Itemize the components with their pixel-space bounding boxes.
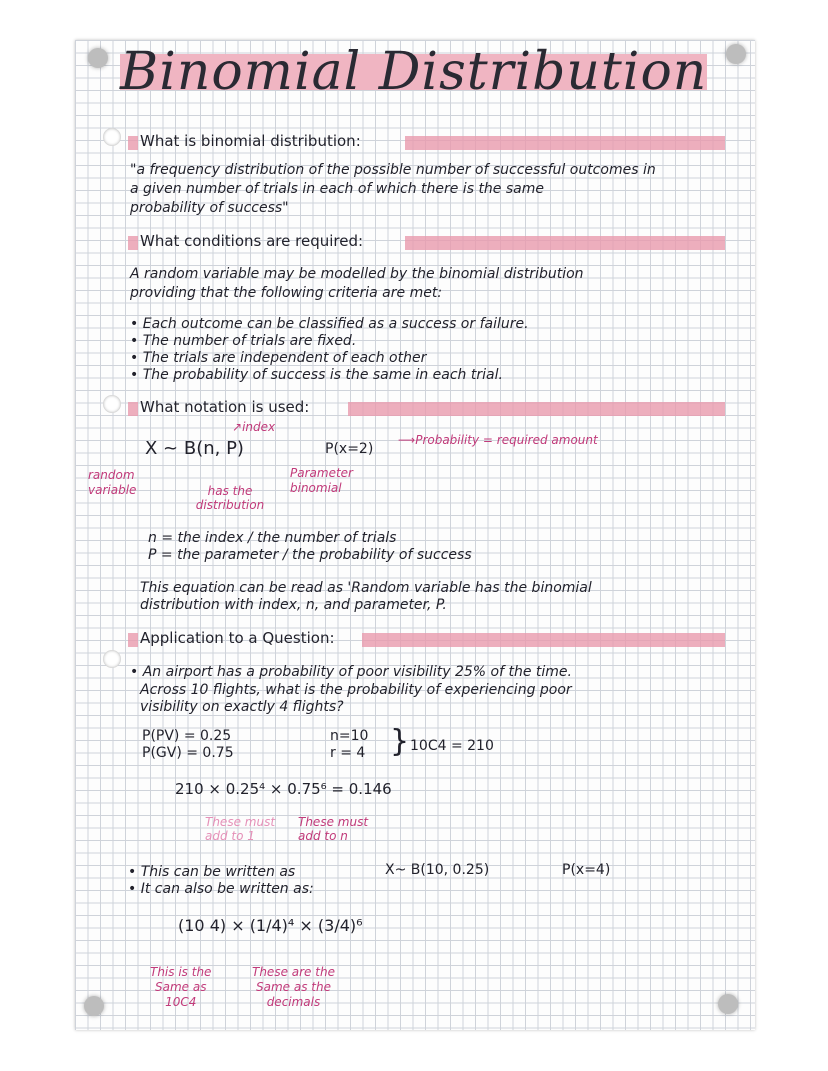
written-probability: P(x=4) <box>562 862 611 878</box>
highlight-bar <box>128 633 138 647</box>
highlight-bar <box>405 136 725 150</box>
note-same-as-10c4: This is the Same as 10C4 <box>150 965 212 1009</box>
intro-line: providing that the following criteria are met: <box>130 285 443 301</box>
highlight-bar <box>128 236 138 250</box>
bullet-item: • Each outcome can be classified as a success or failure. <box>130 316 529 332</box>
alternative-expression: (10 4) × (1/4)⁴ × (3/4)⁶ <box>178 916 363 935</box>
highlight-bar <box>362 633 725 647</box>
note-add-to-n: These must add to n <box>298 815 369 843</box>
highlight-bar <box>405 236 725 250</box>
highlight-bar <box>348 402 725 416</box>
definition-n: n = the index / the number of trials <box>148 530 397 546</box>
parameter-label: Parameter binomial <box>290 466 353 495</box>
probability-expression: P(x=2) <box>325 441 374 457</box>
question-line: visibility on exactly 4 flights? <box>140 699 344 715</box>
bullet-item: • The probability of success is the same in each trial. <box>130 367 503 383</box>
intro-line: A random variable may be modelled by the binomial distribution <box>130 266 584 282</box>
written-as-line: • This can be written as <box>128 864 296 880</box>
definition-line: "a frequency distribution of the possible number of successful outcomes in <box>130 162 656 178</box>
has-distribution-label: has the distribution <box>195 484 265 512</box>
pin-icon <box>84 996 104 1016</box>
probability-note: ⟶Probability = required amount <box>398 433 598 447</box>
pin-icon <box>718 994 738 1014</box>
section-heading: What conditions are required: <box>140 232 364 250</box>
pin-icon <box>88 48 108 68</box>
highlight-bar <box>128 136 138 150</box>
note-same-as-decimals: These are the Same as the decimals <box>252 965 335 1009</box>
bullet-item: • The trials are independent of each other <box>130 350 427 366</box>
combination-result: 10C4 = 210 <box>410 738 494 754</box>
read-as-line: This equation can be read as 'Random variable has the binomial <box>140 580 592 596</box>
index-label: ↗index <box>232 420 276 434</box>
section-heading: What is binomial distribution: <box>140 132 361 150</box>
definition-p: P = the parameter / the probability of success <box>148 547 472 563</box>
section-heading: Application to a Question: <box>140 629 335 647</box>
notation-formula: X ~ B(n, P) <box>145 438 244 459</box>
punch-hole <box>103 395 121 413</box>
brace-icon: } <box>390 724 410 759</box>
page-title: Binomial Distribution <box>120 42 708 102</box>
question-line: Across 10 flights, what is the probability of experiencing poor <box>140 682 572 698</box>
highlight-bar <box>128 402 138 416</box>
punch-hole <box>103 128 121 146</box>
prob-good-visibility: P(GV) = 0.75 <box>142 745 234 761</box>
n-value: n=10 <box>330 728 369 744</box>
section-heading: What notation is used: <box>140 398 310 416</box>
written-formula: X~ B(10, 0.25) <box>385 862 490 878</box>
also-written-line: • It can also be written as: <box>128 881 314 897</box>
calculation: 210 × 0.25⁴ × 0.75⁶ = 0.146 <box>175 780 392 798</box>
definition-line: probability of success" <box>130 200 289 216</box>
definition-line: a given number of trials in each of which there is the same <box>130 181 544 197</box>
punch-hole <box>103 650 121 668</box>
random-variable-label: random variable <box>88 468 137 497</box>
read-as-line: distribution with index, n, and parameter, P. <box>140 597 447 613</box>
question-line: • An airport has a probability of poor visibility 25% of the time. <box>130 664 572 680</box>
bullet-item: • The number of trials are fixed. <box>130 333 357 349</box>
pin-icon <box>726 44 746 64</box>
note-add-to-1: These must add to 1 <box>205 815 276 843</box>
prob-poor-visibility: P(PV) = 0.25 <box>142 728 232 744</box>
r-value: r = 4 <box>330 745 366 761</box>
